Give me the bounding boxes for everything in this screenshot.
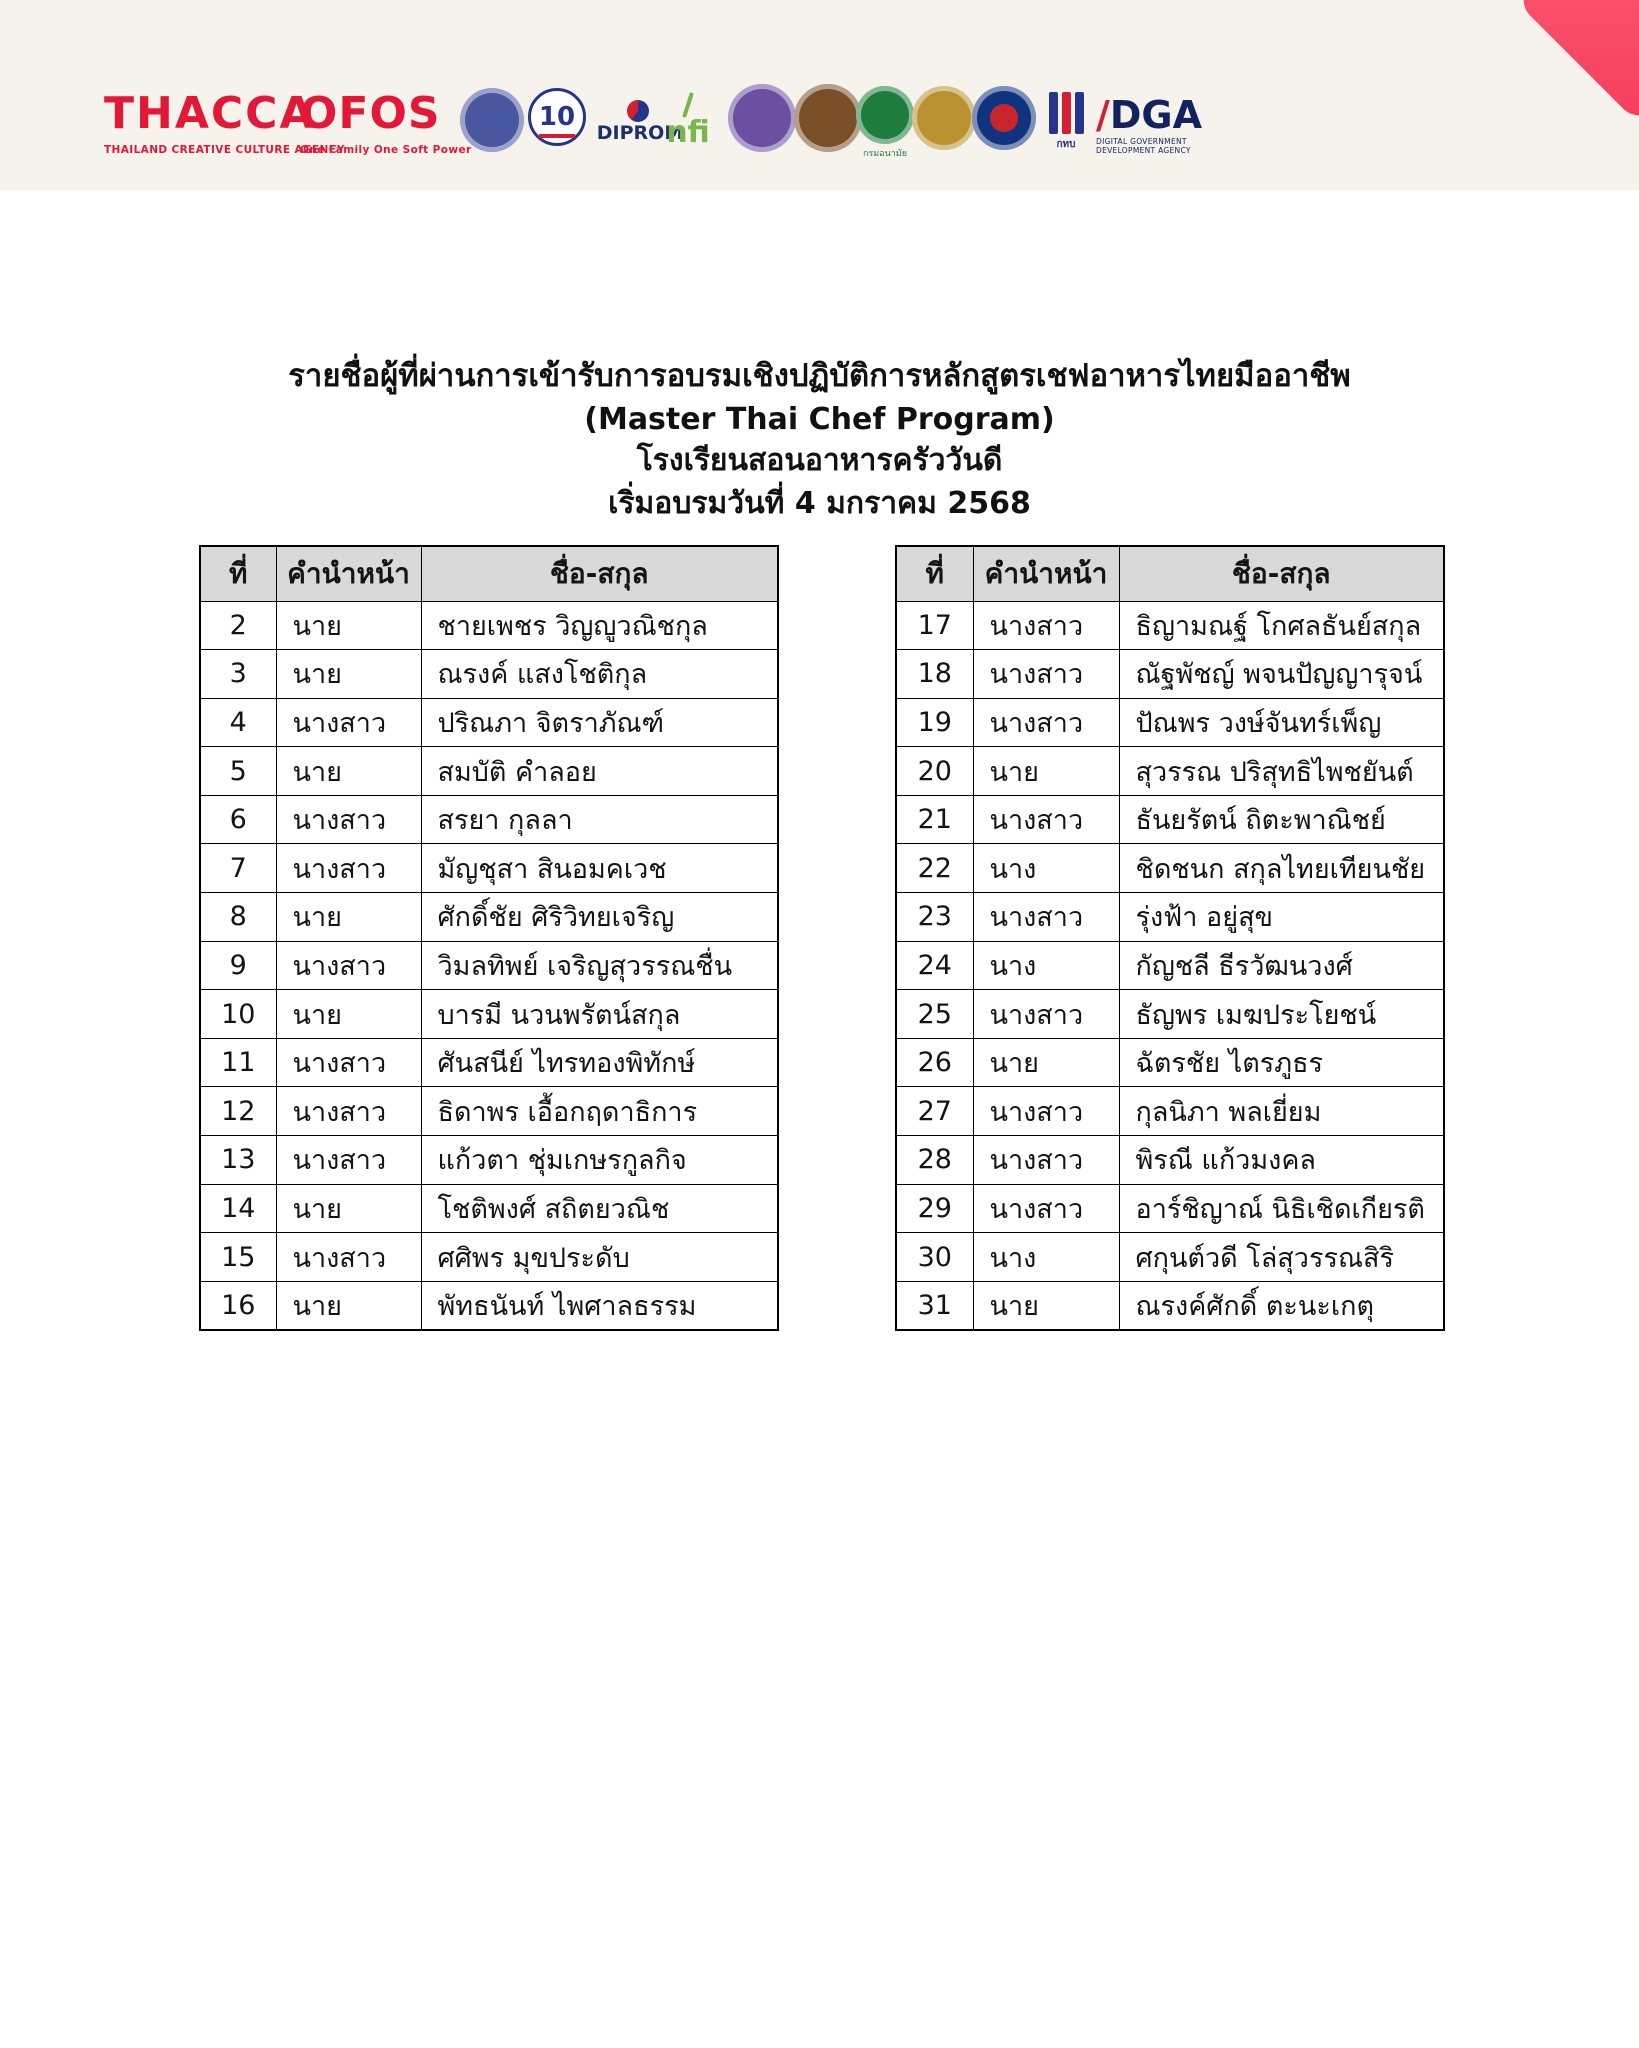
cell-prefix: นาย [276,650,421,699]
cell-prefix: นาย [973,1038,1119,1087]
cell-number: 14 [200,1184,276,1233]
cell-fullname: ธันยรัตน์ ถิตะพาณิชย์ [1119,795,1444,844]
title-line-2: (Master Thai Chef Program) [584,402,1055,438]
cell-prefix: นาย [276,1184,421,1233]
table-row [200,698,778,747]
cell-fullname: ธิญามณฐ์ โกศลธันย์สกุล [1119,601,1444,650]
cell-number: 10 [200,990,276,1039]
cell-fullname: พัทธนันท์ ไพศาลธรรม [421,1281,778,1330]
ministry-emblem-brown-icon [794,84,862,152]
thacca-wordmark: THACCA [104,88,316,139]
cell-prefix: นางสาว [276,1038,421,1087]
cell-prefix: นางสาว [276,844,421,893]
cell-number: 18 [896,650,973,699]
cell-prefix: นาง [973,1233,1119,1282]
table-row [896,844,1444,893]
cell-fullname: ชายเพชร วิญญูวณิชกุล [421,601,778,650]
table-row [200,795,778,844]
cell-prefix: นาย [276,747,421,796]
title-line-3: โรงเรียนสอนอาหารครัววันดี [636,442,1003,478]
table-row [896,795,1444,844]
table-row [896,990,1444,1039]
table-row [200,990,778,1039]
table-row [200,893,778,942]
ofos-tagline: One Family One Soft Power [300,144,472,156]
cell-number: 13 [200,1136,276,1185]
cell-number: 3 [200,650,276,699]
thacca-tagline: THAILAND CREATIVE CULTURE AGENCY [104,144,345,156]
roster-table-left [199,545,779,1331]
diprom-emblem-icon [627,100,649,122]
table-row [896,601,1444,650]
cell-number: 5 [200,747,276,796]
dga-logo [1096,93,1216,155]
cell-fullname: อาร์ชิญาณ์ นิธิเชิดเกียรติ [1119,1184,1444,1233]
cell-fullname: แก้วตา ชุ่มเกษรกูลกิจ [421,1136,778,1185]
nfi-logo [660,92,716,148]
cell-prefix: นางสาว [973,795,1119,844]
cell-number: 15 [200,1233,276,1282]
cell-prefix: นางสาว [973,1087,1119,1136]
table-row [896,893,1444,942]
flag-stripes-icon [1044,92,1088,134]
anamai-label: กรมอนามัย [862,149,908,159]
cell-number: 8 [200,893,276,942]
cell-number: 17 [896,601,973,650]
cell-number: 26 [896,1038,973,1087]
cell-number: 6 [200,795,276,844]
cell-fullname: สมบัติ คำลอย [421,747,778,796]
table-row [200,1281,778,1330]
cell-fullname: โชติพงศ์ สถิตยวณิช [421,1184,778,1233]
title-line-1: รายชื่อผู้ที่ผ่านการเข้ารับการอบรมเชิงปฏิบัติการหลักสูตรเชฟอาหารไทยมืออาชีพ [288,358,1351,394]
cell-number: 27 [896,1087,973,1136]
cell-prefix: นางสาว [276,1233,421,1282]
cell-fullname: วิมลทิพย์ เจริญสุวรรณชื่น [421,941,778,990]
cell-number: 21 [896,795,973,844]
cell-prefix: นางสาว [973,698,1119,747]
header-name: ชื่อ-สกุล [421,546,778,601]
cell-number: 30 [896,1233,973,1282]
ministry-emblem-blue-icon [460,88,524,152]
ministry-emblem-gold-icon [912,86,976,150]
cell-prefix: นาง [973,941,1119,990]
header-prefix: คำนำหน้า [973,546,1119,601]
header-no: ที่ [200,546,276,601]
cell-fullname: ธิดาพร เอื้อกฤดาธิการ [421,1087,778,1136]
table-header-row [896,546,1444,601]
cell-fullname: รุ่งฟ้า อยู่สุข [1119,893,1444,942]
cell-number: 11 [200,1038,276,1087]
cell-prefix: นางสาว [973,990,1119,1039]
stripes-logo [1044,92,1088,152]
cell-fullname: ศักดิ์ชัย ศิริวิทยเจริญ [421,893,778,942]
cell-number: 28 [896,1136,973,1185]
cell-number: 12 [200,1087,276,1136]
cell-prefix: นาย [973,1281,1119,1330]
cell-number: 24 [896,941,973,990]
cell-fullname: กุลนิภา พลเยี่ยม [1119,1087,1444,1136]
cell-fullname: ณรงค์ แสงโชติกุล [421,650,778,699]
cell-fullname: ศศิพร มุขประดับ [421,1233,778,1282]
cell-number: 7 [200,844,276,893]
cell-prefix: นาย [276,1281,421,1330]
cell-number: 22 [896,844,973,893]
dga-wordmark: /DGA [1096,93,1203,137]
dga-tagline: DIGITAL GOVERNMENT DEVELOPMENT AGENCY [1096,137,1191,155]
cell-fullname: มัญชุสา สินอมคเวช [421,844,778,893]
cell-prefix: นาง [973,844,1119,893]
cell-fullname: ปริณภา จิตราภัณฑ์ [421,698,778,747]
table-row [896,1038,1444,1087]
table-row [200,601,778,650]
cell-fullname: พิรณี แก้วมงคล [1119,1136,1444,1185]
header-prefix: คำนำหน้า [276,546,421,601]
nfi-wordmark: nfi [666,115,710,150]
table-row [200,1136,778,1185]
cell-fullname: บารมี นวนพรัตน์สกุล [421,990,778,1039]
table-row [896,1184,1444,1233]
table-row [896,698,1444,747]
cell-fullname: ศันสนีย์ ไทรทองพิทักษ์ [421,1038,778,1087]
cell-prefix: นางสาว [276,698,421,747]
table-row [896,1233,1444,1282]
cell-prefix: นางสาว [276,1087,421,1136]
anniversary-10-icon: 10 [528,88,586,146]
table-row [200,650,778,699]
cell-fullname: ณรงค์ศักดิ์ ตะนะเกตุ [1119,1281,1444,1330]
cell-fullname: สรยา กุลลา [421,795,778,844]
roster-table-right [895,545,1445,1331]
cell-fullname: ปัณพร วงษ์จันทร์เพ็ญ [1119,698,1444,747]
cell-fullname: สุวรรณ ปริสุทธิไพชยันต์ [1119,747,1444,796]
table-row [200,1233,778,1282]
table-row [896,747,1444,796]
header-band [0,0,1639,190]
cell-fullname: ฉัตรชัย ไตรภูธร [1119,1038,1444,1087]
cell-number: 2 [200,601,276,650]
cell-number: 4 [200,698,276,747]
header-no: ที่ [896,546,973,601]
header-name: ชื่อ-สกุล [1119,546,1444,601]
table-row [200,844,778,893]
cell-number: 29 [896,1184,973,1233]
cell-prefix: นางสาว [973,601,1119,650]
cell-prefix: นางสาว [973,1184,1119,1233]
ministry-emblem-purple-icon [728,84,796,152]
cell-number: 31 [896,1281,973,1330]
table-row [896,1281,1444,1330]
document-title [0,352,1639,526]
cell-prefix: นางสาว [973,1136,1119,1185]
cell-prefix: นาย [276,893,421,942]
ministry-emblem-navy-red-icon [972,86,1036,150]
diprom-wordmark: DIPROM [596,122,684,144]
table-row [200,941,778,990]
table-row [200,747,778,796]
cell-fullname: ธัญพร เมฆประโยชน์ [1119,990,1444,1039]
table-row [896,1136,1444,1185]
cell-prefix: นางสาว [973,893,1119,942]
cell-fullname: กัญชลี ธีรวัฒนวงศ์ [1119,941,1444,990]
table-row [200,1038,778,1087]
cell-prefix: นาย [276,601,421,650]
title-line-4: เริ่มอบรมวันที่ 4 มกราคม 2568 [608,486,1031,522]
ofos-logo [300,88,472,156]
cell-fullname: ณัฐพัชญ์ พจนปัญญารุจน์ [1119,650,1444,699]
cell-number: 19 [896,698,973,747]
cell-prefix: นางสาว [276,795,421,844]
corner-ribbon-decoration [1515,0,1639,124]
table-row [896,941,1444,990]
table-row [896,1087,1444,1136]
cell-prefix: นางสาว [276,1136,421,1185]
cell-number: 9 [200,941,276,990]
cell-number: 25 [896,990,973,1039]
cell-prefix: นาย [276,990,421,1039]
cell-number: 20 [896,747,973,796]
cell-number: 23 [896,893,973,942]
anamai-emblem-icon [856,86,914,159]
cell-fullname: ศกุนต์วดี โล่สุวรรณสิริ [1119,1233,1444,1282]
table-row [896,650,1444,699]
table-row [200,1184,778,1233]
cell-prefix: นางสาว [973,650,1119,699]
cell-fullname: ชิดชนก สกุลไทยเทียนชัย [1119,844,1444,893]
cell-prefix: นาย [973,747,1119,796]
cell-number: 16 [200,1281,276,1330]
stripes-label: กทบ [1056,139,1076,150]
table-header-row [200,546,778,601]
ofos-wordmark: OFOS [300,88,441,139]
cell-prefix: นางสาว [276,941,421,990]
table-row [200,1087,778,1136]
